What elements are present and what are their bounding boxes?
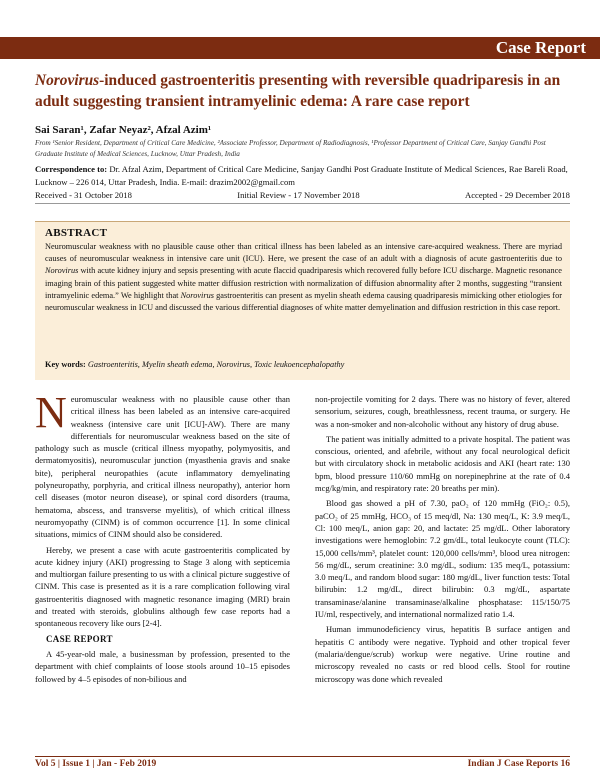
case-paragraph-1: A 45-year-old male, a businessman by profession, presented to the department with chief complaints of loose stools around 10–15 episodes followed by 4–5 episodes of non-bilious and	[35, 648, 290, 684]
section-heading-case-report: CASE REPORT	[46, 633, 113, 644]
date-review: Initial Review - 17 November 2018	[237, 190, 360, 200]
intro-paragraph-1	[35, 388, 290, 541]
title-italic: Norovirus	[35, 72, 100, 89]
footer-rule	[35, 756, 570, 757]
divider	[35, 203, 570, 204]
case-paragraph-2: non-projectile vomiting for 2 days. There was no history of fever, altered sensorium, seizures, cough, breathlessness, recent trauma, or surgery. He was a non-smoker and non-alcoholic without any history of drug abuse.	[315, 394, 570, 429]
abstract-part-2: with acute kidney injury and sepsis presenting with acute flaccid quadriparesis which recovered fully before ICU discharge. Magnetic resonance imaging brain of this patient suggested white matter diffusion restriction with normalization of diffusion abnormality after 2 months, suggesting “transient intramyelinic edema.” We highlight that	[45, 266, 562, 300]
correspondence	[35, 163, 570, 188]
intro-paragraph-1-text: euromuscular weakness with no plausible cause other than critical illness has been labeled as an intensive care-acquired weakness (intensive care unit [ICU]-AW). There are many differentials for neuromuscular weakness based on the site of pathology such as muscle (critical illness myopathy, polymyositis, and dermatomyositis), neuromuscular junction (myasthenia gravis and snake bite), peripheral neuropathies (acute inflammatory demyelinating polyneuropathy, porphyria, and critical illness neuropathy), anterior horn cell diseases (motor neuron disease), or spinal cord disorders (trauma, hematoma, abscess, and transverse myelitis), of which critical illness neuromyopathy (CINM) is of common occurrence [1]. In some clinical situations, mimics of CINM should also be considered.	[35, 394, 290, 540]
left-column	[35, 388, 291, 688]
abstract-italic-1: Norovirus	[45, 266, 79, 276]
date-accepted: Accepted - 29 December 2018	[464, 190, 570, 200]
header-bar	[0, 0, 600, 60]
article-title	[35, 70, 575, 112]
abstract-part-3: gastroenteritis can present as myelin sheath edema causing quadriparesis mimicking other etiologies for neuromuscular weakness in ICU and discussed the various differential diagnoses of white matter demyelination and diffusion restriction in this case report.	[45, 290, 562, 313]
keywords	[45, 359, 562, 371]
case-paragraph-4: Blood gas showed a pH of 7.30, paO₂ of 120 mmHg (FiO₂: 0.5), paCO₂ of 25 mmHg, HCO₃ of 15 meq/dl, Na: 130 meq/L, K: 3.9 meq/L, Cl: 100 meq/L, anion gap: 20, and lactate: 25 mg/dL. Other laboratory investigations were hemoglobin: 7.2 gm/dL, total leukocyte count (TLC): 15,000 cells/mm³, platelet count: 120,000 cells/mm³, blood urea nitrogen: 56 mg/dL, serum creatinine: 3.0 mg/dL, sodium: 135 meq/L, potassium: 3.0 meq/L, and random blood sugar: 180 mg/dL, liver function tests: Total bilirubin: 1.2 mg/dL, direct bilirubin: 0.3 mg/dL, aspartate transaminase/alanine transaminase/alkaline phosphatase: 115/150/75 IU/ml, respectively, and international normalized ratio 1.4.	[315, 498, 570, 620]
keywords-text: Gastroenteritis, Myelin sheath edema, Norovirus, Toxic leukoencephalopathy	[85, 360, 345, 369]
case-paragraph-3: The patient was initially admitted to a private hospital. The patient was conscious, oriented, and afebrile, without any focal neurological deficit but with circulatory shock in metabolic acidosis and AKI (heart rate: 130 bpm, blood pressure 110/60 mmHg on norepinephrine at the rate of 0.4 mcg/kg/min, and respiratory rate: 20 breaths per min).	[315, 433, 570, 494]
footer-issue: Vol 5 | Issue 1 | Jan - Feb 2019	[35, 759, 157, 769]
authors: Sai Saran¹, Zafar Neyaz², Afzal Azim¹	[35, 124, 212, 136]
abstract-box	[35, 221, 570, 380]
abstract-text	[45, 241, 562, 314]
right-column	[315, 393, 570, 688]
case-paragraph-5: Human immunodeficiency virus, hepatitis B surface antigen and hepatitis C antibody were negative. Typhoid and other tropical fever (malaria/dengue/scrub) workup were negative. Urine routine and microscopy revealed no casts or red blood cells. Stool for routine microscopy was done which revealed	[315, 624, 570, 684]
drop-cap: N	[35, 388, 67, 437]
dates-row	[35, 189, 570, 201]
intro-paragraph-2: Hereby, we present a case with acute gastroenteritis complicated by acute kidney injury (AKI) progressing to Stage 3 along with septicemia and multiorgan failure presenting to us with a clinical picture suggestive of CINM. This case is presented as it is a rare complication following viral gastroenteritis diagnosed with magnetic resonance imaging (MRI) brain and treated with steroids, globulins although few case reports had a spontaneous recovery like ours [2-4].	[35, 544, 291, 629]
affiliation: From ¹Senior Resident, Department of Critical Care Medicine, ²Associate Professor, Department of Radiodiagnosis, ¹Professor Department of Critical Care, Sanjay Gandhi Post Graduate Institute of Medical Sciences, Lucknow, Uttar Pradesh, India	[35, 139, 546, 158]
abstract-italic-2: Norovirus	[180, 290, 214, 300]
title-rest: -induced gastroenteritis presenting with reversible quadriparesis in an adult suggesting transient intramyelinic edema: A rare case report	[35, 72, 561, 110]
correspondence-label: Correspondence to:	[35, 164, 108, 174]
date-received: Received - 31 October 2018	[35, 190, 132, 200]
keywords-label: Key words:	[45, 360, 86, 369]
abstract-heading: ABSTRACT	[45, 227, 108, 239]
correspondence-text: Dr. Afzal Azim, Department of Critical Care Medicine, Sanjay Gandhi Post Graduate Institute of Medical Sciences, Rae Bareli Road, Lucknow – 226 014, Uttar Pradesh, India. E-mail: drazim2002@gmail.com	[35, 164, 568, 187]
page-footer	[0, 756, 600, 776]
footer-journal-page: Indian J Case Reports 16	[467, 759, 570, 769]
abstract-part-1: Neuromuscular weakness with no plausible cause other than critical illness has been labeled as an intensive care-acquired weakness. There are myriad causes of neuromuscular weakness in intensive care unit (ICU). Here, we present the case of an adult with a diagnosis of acute gastroenteritis due to	[45, 242, 562, 264]
article-type-label: Case Report	[495, 38, 586, 57]
